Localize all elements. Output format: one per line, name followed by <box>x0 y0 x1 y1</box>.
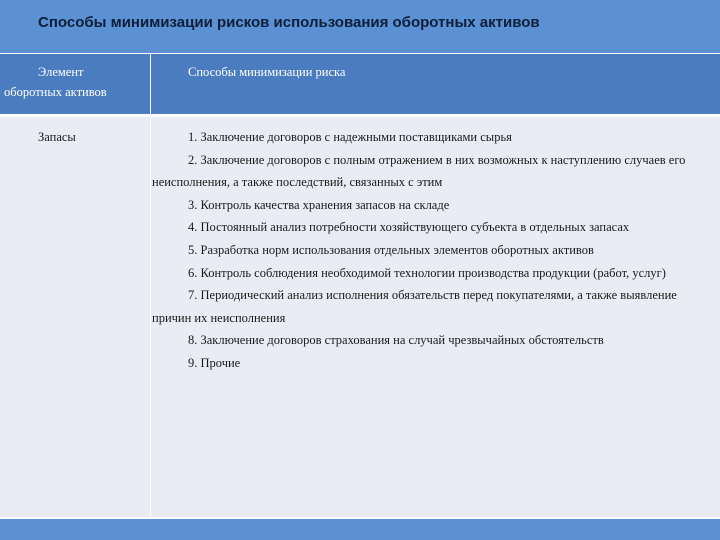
risk-methods-table <box>0 53 720 533</box>
method-item: 2. Заключение договоров с полным отражением в них возможных к наступлению случаев его неисполнения, а также последствий, связанных с этим <box>152 152 686 190</box>
slide-title: Способы минимизации рисков использования оборотных активов <box>38 14 540 31</box>
method-item: 7. Периодический анализ исполнения обязательств перед покупателями, а также выявление причин их неисполнения <box>152 288 677 325</box>
header-cell-element <box>0 62 148 102</box>
method-item: 4. Постоянный анализ потребности хозяйствующего субъекта в отдельных запасах <box>188 220 630 235</box>
header-element-line1: Элемент <box>38 65 84 79</box>
method-item: 6. Контроль соблюдения необходимой технологии производства продукции (работ, услуг) <box>188 265 666 280</box>
header-cell-methods: Способы минимизации риска <box>188 65 346 79</box>
method-item: 3. Контроль качества хранения запасов на складе <box>188 197 450 212</box>
method-item: 9. Прочие <box>188 355 241 370</box>
header-column-divider <box>150 54 151 115</box>
cell-methods <box>152 126 692 375</box>
method-item: 5. Разработка норм использования отдельных элементов оборотных активов <box>188 242 594 257</box>
table-row <box>0 117 720 519</box>
cell-element: Запасы <box>38 130 76 144</box>
method-item: 8. Заключение договоров страхования на случай чрезвычайных обстоятельств <box>188 333 604 348</box>
slide-bottom-band <box>0 519 720 540</box>
body-column-divider <box>150 117 151 519</box>
method-item: 1. Заключение договоров с надежными поставщиками сырья <box>188 130 512 144</box>
table-header-row <box>0 53 720 117</box>
header-element-line2: оборотных активов <box>4 85 107 99</box>
